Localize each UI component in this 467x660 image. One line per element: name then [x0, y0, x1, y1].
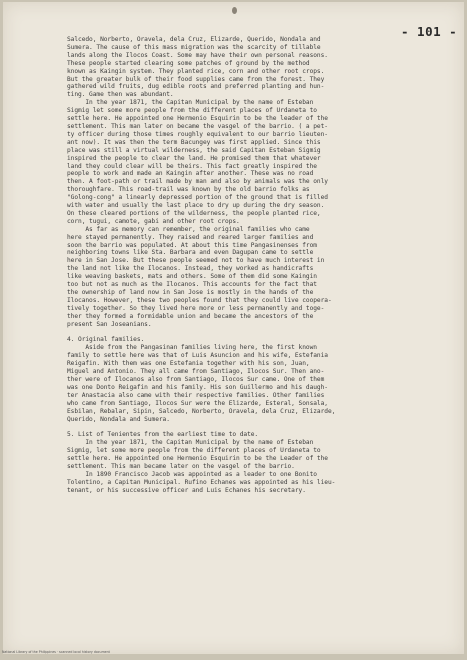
text-line: Reigafin. With them was one Estefania together with his son, Juan,: [67, 360, 310, 368]
text-line: soon the barrio was populated. At about this time Pangasinenses from: [67, 241, 317, 249]
text-line: In the year 1871, the Capitan Municipal by the name of Esteban: [67, 99, 314, 107]
text-line: But the greater bulk of their food supplies came from the forest. They: [67, 75, 325, 83]
text-line: lands along the Ilocos Coast. Some may have their own personal reasons.: [67, 51, 328, 59]
text-line: [67, 423, 445, 431]
scan-footer: National Library of the Philippines · scanned local history document: [2, 650, 110, 654]
text-line: Salcedo, Norberto, Oravela, dela Cruz, Elizarde, Querido, Nondala and: [67, 36, 321, 43]
text-line: people to work and made an Kaingin after another. These was no road: [67, 170, 314, 178]
text-line: gathered wild fruits, dug edible roots and preferred planting and hun-: [67, 83, 325, 91]
text-line: family to settle here was that of Luis Asuncion and his wife, Estefania: [67, 352, 328, 360]
text-line: who came from Santiago, Ilocos Sur were the Elizarde, Esteral, Sonsala,: [67, 399, 328, 407]
text-line: the ownership of land now in San Jose is mostly in the hands of the: [67, 289, 314, 296]
text-line: In the year 1871, the Capitan Municipal by the name of Esteban: [67, 439, 314, 447]
text-line: settle here. He appointed one Hermenio Esquirin to be the leader of the: [67, 115, 328, 123]
text-line: known as Kaingin system. They planted rice, corn and other root crops.: [67, 67, 325, 75]
text-line: Aside from the Pangasinan families living here, the first known: [67, 344, 317, 352]
text-line: 4. Original families.: [67, 336, 145, 344]
document-page: [3, 2, 464, 654]
text-line: 5. List of Tenientes from the earliest time to date.: [67, 431, 259, 439]
text-line: with water and usually the last place to dry up during the dry season.: [67, 202, 325, 210]
text-line: then. A foot-path or trail made by man and also by animals was the only: [67, 178, 328, 186]
text-line: land they could clear will be theirs. This fact greatly inspired the: [67, 162, 317, 170]
text-line: here stayed permanently. They raised and reared larger families and: [67, 233, 314, 241]
text-line: As far as memory can remember, the original families who came: [67, 225, 310, 233]
text-line: Sumera. The cause of this mass migration was the scarcity of tillable: [67, 43, 321, 51]
text-line: Ilocanos. However, these two peoples found that they could live coopera-: [67, 296, 332, 304]
text-line: thoroughfare. This road-trail was known by the old barrio folks as: [67, 186, 310, 194]
text-line: settlement. This man later on became the vasgel of the barrio. ( a pet-: [67, 122, 328, 130]
punch-hole: [232, 7, 237, 14]
text-line: the land not like the Ilocanos. Instead, they worked as handicrafts: [67, 265, 314, 273]
text-line: Esbilan, Rebalar, Sipin, Salcedo, Norberto, Oravela, dela Cruz, Elizarde,: [67, 407, 336, 415]
text-line: ting. Game then was abundant.: [67, 91, 174, 99]
text-line: Miguel and Antonio. They all came from Santiago, Ilocos Sur. Then ano-: [67, 368, 325, 376]
text-line: inspired the people to clear the land. He promised them that whatever: [67, 154, 321, 162]
text-line: here in San Jose. But these people seemed not to have much interest in: [67, 257, 325, 265]
text-line: tively together. So they lived here more or less permanently and toge-: [67, 304, 325, 312]
text-line: too but not as much as the Ilocanos. This accounts for the fact that: [67, 281, 317, 289]
text-line: Querido, Nondala and Sumera.: [67, 415, 170, 423]
text-line: neighboring towns like Sta. Barbara and even Dagupan came to settle: [67, 249, 314, 257]
text-line: On these cleared portions of the wilderness, the people planted rice,: [67, 209, 321, 217]
text-line: Sigmig let some more people from the different places of Urdaneta to: [67, 107, 317, 115]
text-line: like weaving baskets, mats and others. Some of them did some Kaingin: [67, 273, 317, 281]
text-line: ty officer during those times roughly equivalent to our barrio lieuten-: [67, 130, 328, 138]
text-line: In 1890 Francisco Jacob was appointed as a leader to one Bonito: [67, 470, 317, 478]
document-body: [67, 36, 445, 495]
text-line: [67, 329, 445, 337]
text-line: ther were of Ilocanos also from Santiago, Ilocos Sur came. One of them: [67, 375, 325, 383]
text-line: Tolentino, a Capitan Municipal. Rufino Echanes was appointed as his lieu-: [67, 478, 336, 486]
text-line: ter Anastacia also came with their respective families. Other families: [67, 391, 325, 399]
text-line: tenant, or his successive officer and Luis Echanes his secretary.: [67, 486, 306, 494]
text-line: These people started clearing some patches of ground by the method: [67, 59, 310, 67]
text-line: present San Joseanians.: [67, 320, 152, 328]
text-line: "Golong-cong" a linearly depressed portion of the ground that is filled: [67, 194, 328, 202]
text-line: ant now). It was then the term Bacungey was first applied. Since this: [67, 138, 321, 146]
page-number: - 101 -: [401, 24, 458, 39]
text-line: settle here. He appointed one Hermenio Esquirin to be the Leader of the: [67, 455, 328, 463]
text-line: settlement. This man became later on the vasgel of the barrio.: [67, 462, 295, 470]
text-line: corn, tugui, camote, gabi and other root crops.: [67, 217, 240, 225]
text-line: Sigmig, let some more people from the different places of Urdaneta to: [67, 447, 321, 455]
text-line: place was still a virtual wilderness, the said Capitan Esteban Sigmig: [67, 146, 321, 154]
text-line: was one Donto Reigafin and his family. His son Guillermo and his daugh-: [67, 383, 328, 391]
text-line: ther they formed a formidable union and became the ancestors of the: [67, 312, 314, 320]
